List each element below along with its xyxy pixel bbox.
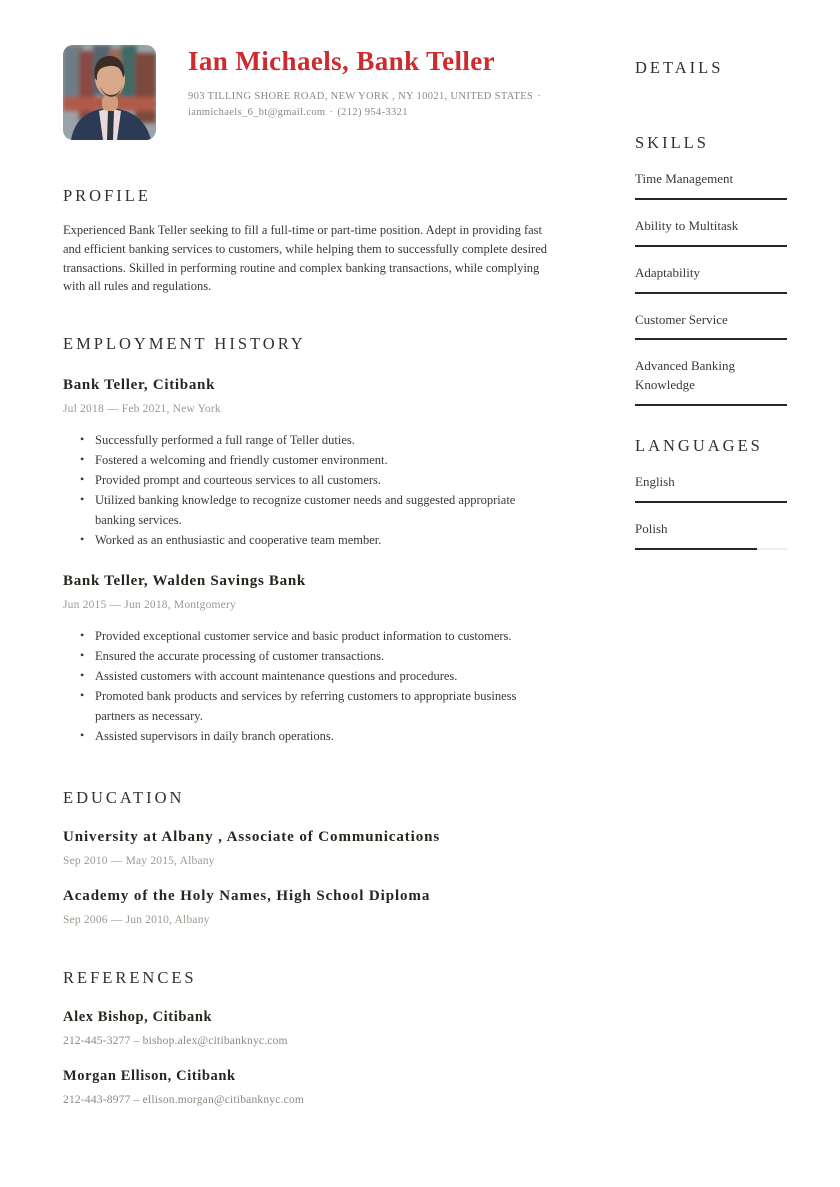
- education-entry: [63, 829, 557, 867]
- education-meta: Sep 2006 — Jun 2010, Albany: [63, 914, 210, 926]
- language-level-fill: [635, 548, 757, 550]
- reference-contact: 212-445-3277 – bishop.alex@citibanknyc.com: [63, 1035, 288, 1047]
- skill-level-bar: [635, 292, 787, 294]
- skill-level-bar: [635, 198, 787, 200]
- education-meta: Sep 2010 — May 2015, Albany: [63, 855, 215, 867]
- details-heading: DETAILS: [635, 58, 724, 77]
- address-text: 903 TILLING SHORE ROAD, NEW YORK , NY 10021, UNITED STATES: [188, 91, 534, 102]
- job-bullets: [63, 430, 557, 550]
- education-entry: [63, 888, 557, 926]
- skill-label: Ability to Multitask: [635, 217, 739, 233]
- job-meta: Jun 2015 — Jun 2018, Montgomery: [63, 599, 236, 611]
- reference-name: Morgan Ellison, Citibank: [63, 1068, 236, 1084]
- dot-separator: ·: [537, 91, 542, 102]
- references-heading: REFERENCES: [63, 968, 197, 987]
- skill-label: Adaptability: [635, 264, 700, 280]
- education-section: [63, 788, 557, 926]
- skill-item: [635, 311, 787, 341]
- phone-text: (212) 954-3321: [337, 107, 408, 119]
- employment-heading: EMPLOYMENT HISTORY: [63, 334, 306, 353]
- language-level-bar: [635, 548, 787, 550]
- job-meta: Jul 2018 — Feb 2021, New York: [63, 403, 221, 415]
- education-title: Academy of the Holy Names, High School Diploma: [63, 888, 431, 904]
- language-label: Polish: [635, 520, 668, 536]
- page-title: Ian Michaels, Bank Teller: [188, 46, 496, 76]
- language-item: [635, 520, 787, 550]
- language-level-fill: [635, 501, 787, 503]
- reference-entry: [63, 1068, 557, 1106]
- skill-level-fill: [635, 198, 787, 200]
- skill-label: Advanced Banking Knowledge: [635, 358, 736, 393]
- skill-item: [635, 357, 787, 406]
- address-line: [188, 89, 545, 105]
- header-text: [188, 45, 545, 122]
- reference-entry: [63, 1009, 557, 1047]
- job-title: Bank Teller, Citibank: [63, 377, 216, 393]
- profile-section: [63, 186, 557, 296]
- skill-item: [635, 264, 787, 294]
- job-entry: [63, 573, 557, 746]
- main-column: [63, 45, 557, 1147]
- skill-label: Customer Service: [635, 311, 728, 327]
- skill-level-bar: [635, 338, 787, 340]
- language-item: [635, 473, 787, 503]
- contact-line: [188, 105, 545, 121]
- languages-heading: LANGUAGES: [635, 436, 763, 456]
- reference-contact: 212-443-8977 – ellison.morgan@citibanknyc.com: [63, 1094, 305, 1106]
- language-label: English: [635, 474, 675, 490]
- skill-item: [635, 170, 787, 200]
- profile-photo: [63, 45, 156, 140]
- skill-level-fill: [635, 338, 787, 340]
- skill-level-fill: [635, 404, 787, 406]
- skill-level-bar: [635, 245, 787, 247]
- sidebar: [635, 58, 787, 1147]
- skill-level-bar: [635, 404, 787, 406]
- skills-heading: SKILLS: [635, 133, 709, 152]
- resume-header: [63, 45, 557, 140]
- skill-level-fill: [635, 245, 787, 247]
- profile-heading: PROFILE: [63, 186, 151, 205]
- job-bullets: [63, 626, 557, 746]
- references-section: [63, 968, 557, 1106]
- skill-level-fill: [635, 292, 787, 294]
- job-bullet: • Assisted supervisors in daily branch operations.: [63, 726, 557, 746]
- job-bullet: • Provided prompt and courteous services to all customers.: [63, 470, 557, 490]
- language-level-bar: [635, 501, 787, 503]
- job-bullet: • Fostered a welcoming and friendly customer environment.: [63, 450, 557, 470]
- contact-block: [188, 89, 545, 122]
- education-heading: EDUCATION: [63, 788, 185, 807]
- job-bullet: • Ensured the accurate processing of customer transactions.: [63, 646, 557, 666]
- job-bullet: • Successfully performed a full range of Teller duties.: [63, 430, 557, 450]
- job-entry: [63, 377, 557, 550]
- job-bullet: • Utilized banking knowledge to recognize customer needs and suggested appropriate banking services.: [63, 490, 557, 530]
- profile-text: Experienced Bank Teller seeking to fill a full-time or part-time position. Adept in providing fast and efficient banking services to customers, while helping them to successfully complete desired transactions. Skilled in performing routine and complex banking transactions, while complying with all rules and regulations.: [63, 223, 548, 294]
- skill-item: [635, 217, 787, 247]
- job-bullet: • Provided exceptional customer service and basic product information to customers.: [63, 626, 557, 646]
- education-title: University at Albany , Associate of Communications: [63, 829, 441, 845]
- dot-separator: ·: [329, 107, 334, 119]
- job-title: Bank Teller, Walden Savings Bank: [63, 573, 306, 589]
- employment-section: [63, 334, 557, 746]
- profile-photo-image: [63, 45, 156, 140]
- job-bullet: • Assisted customers with account maintenance questions and procedures.: [63, 666, 557, 686]
- skill-label: Time Management: [635, 171, 734, 186]
- reference-name: Alex Bishop, Citibank: [63, 1009, 213, 1025]
- email-text: ianmichaels_6_bt@gmail.com: [188, 107, 326, 119]
- job-bullet: • Promoted bank products and services by referring customers to appropriate business partners as necessary.: [63, 686, 557, 726]
- job-bullet: • Worked as an enthusiastic and cooperative team member.: [63, 530, 557, 550]
